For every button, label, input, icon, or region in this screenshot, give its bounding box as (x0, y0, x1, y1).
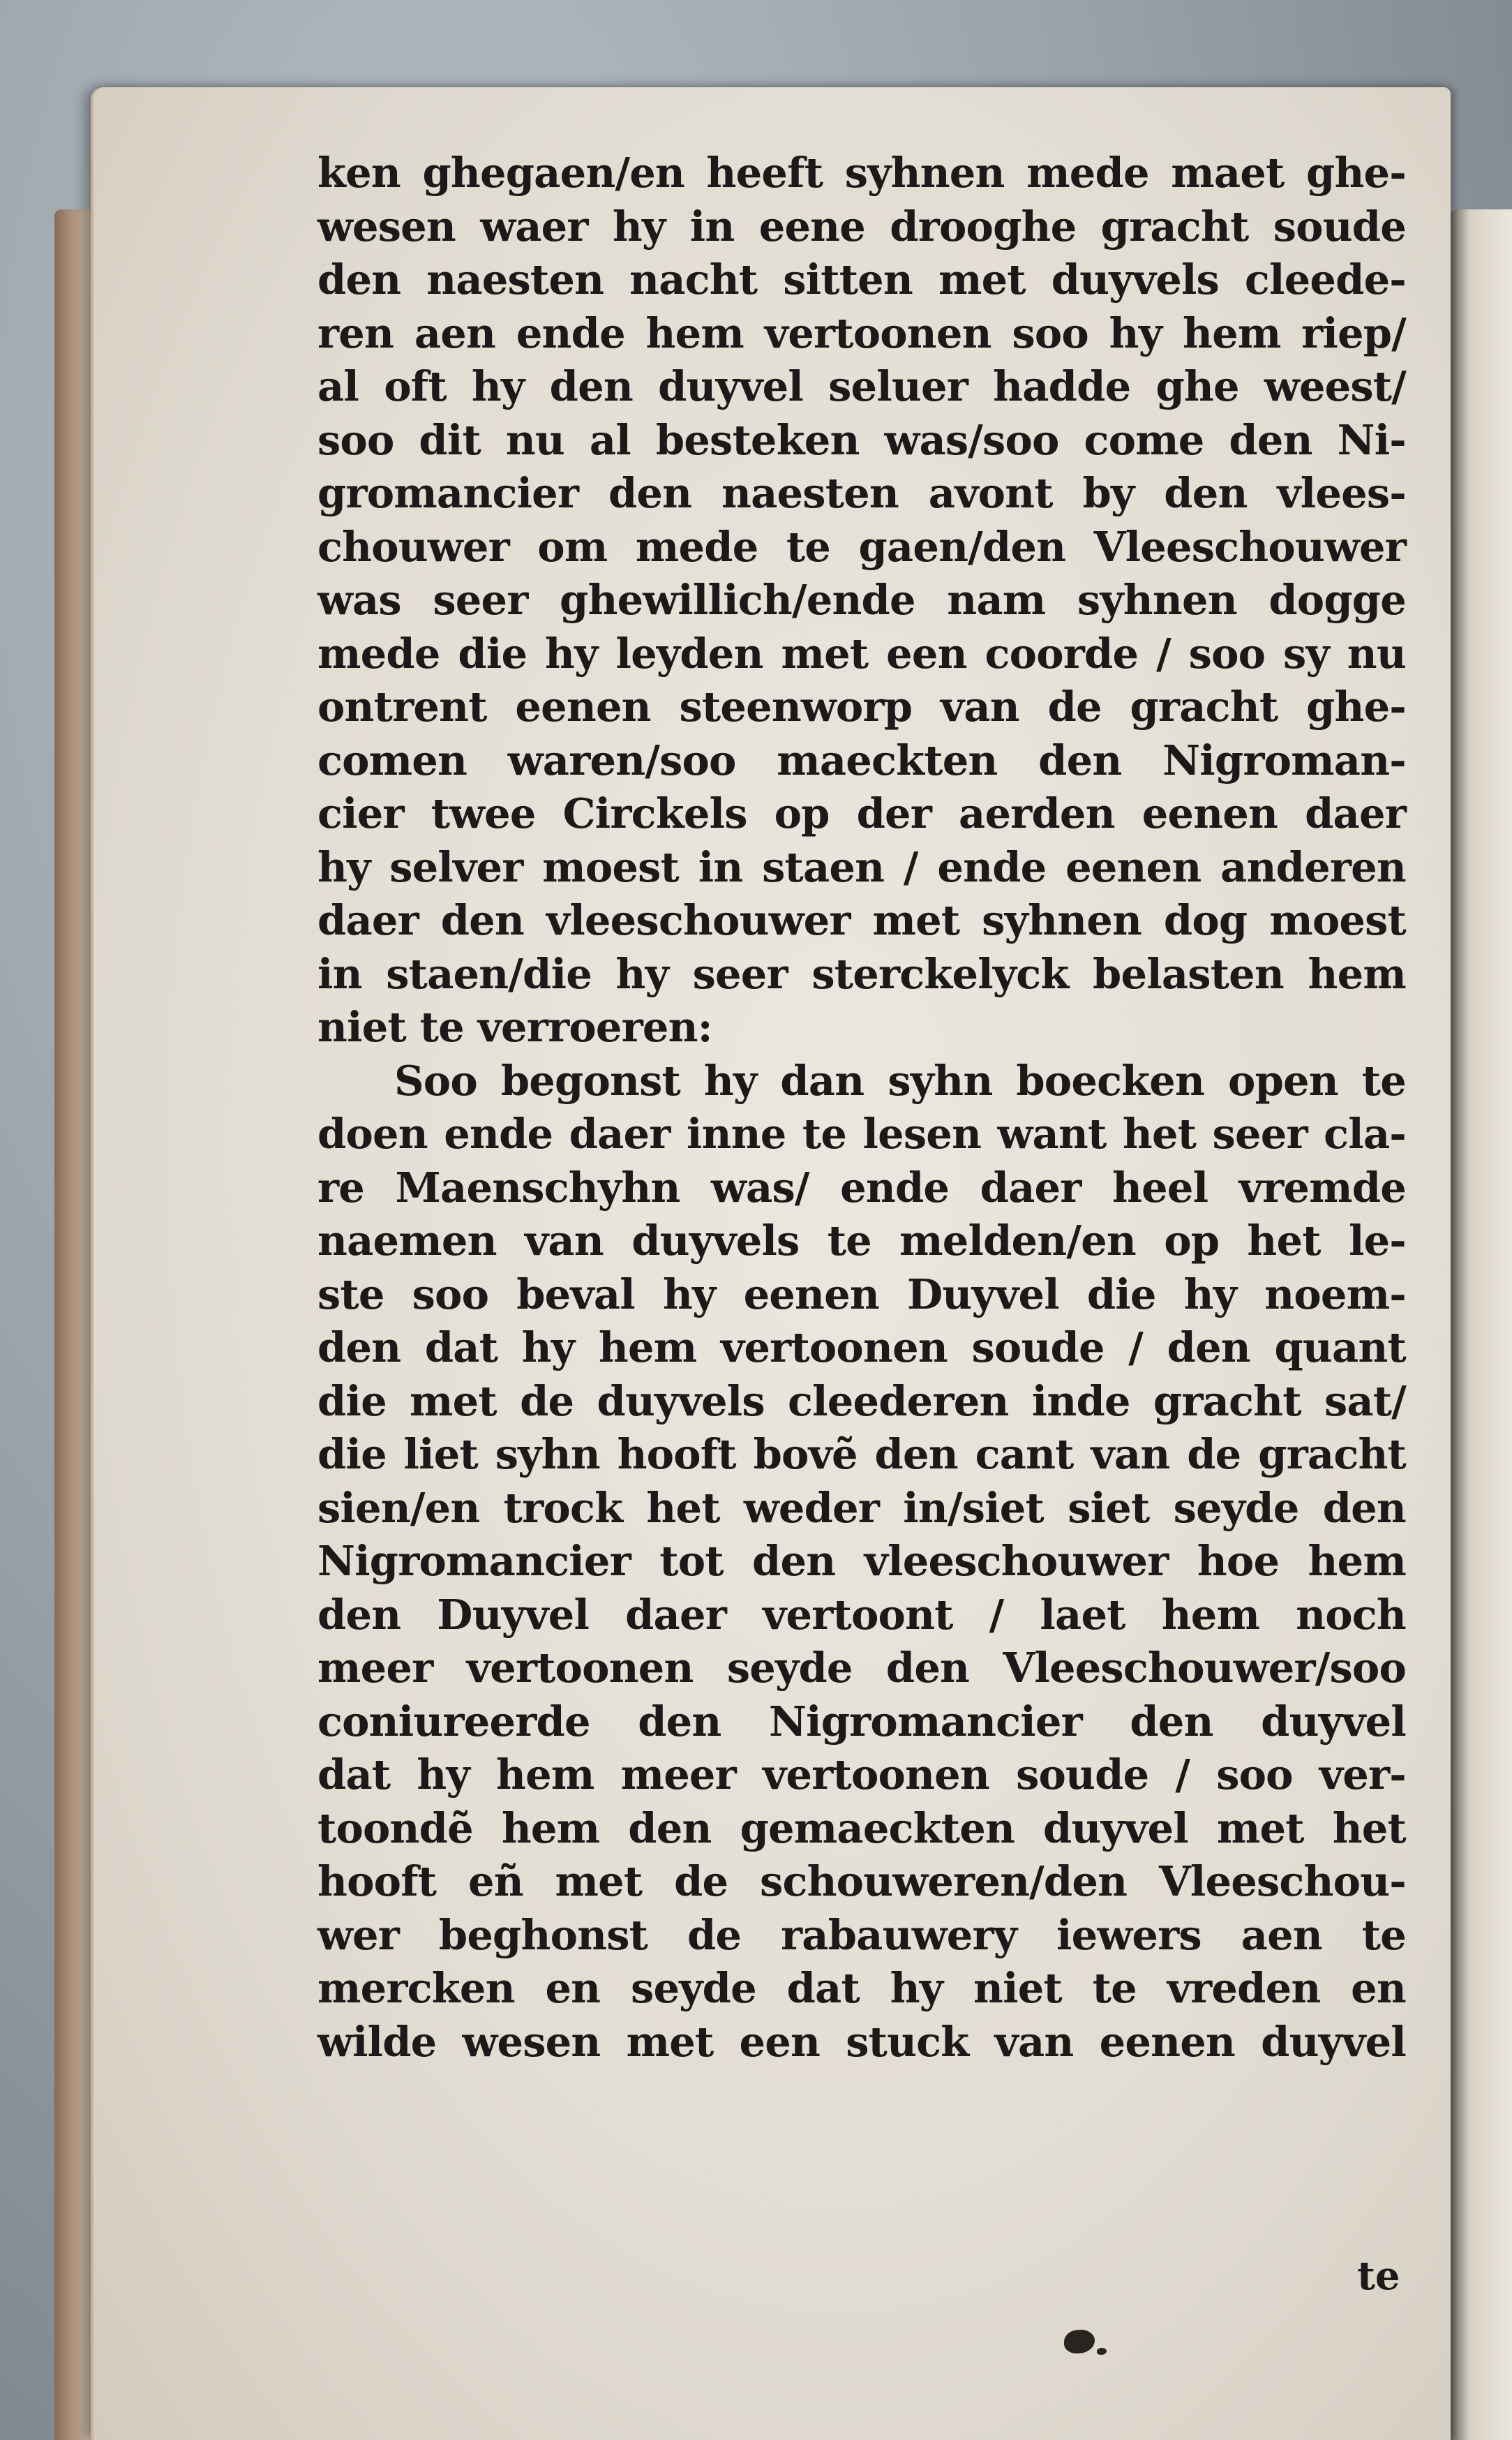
text-line: comen waren/soo maeckten den Nigroman- (317, 736, 1406, 784)
text-line: hy selver moest in staen / ende eenen anderen (317, 842, 1406, 891)
text-line: cier twee Circkels op der aerden eenen daer (317, 789, 1406, 838)
text-line: den Duyvel daer vertoont / laet hem noch (317, 1590, 1406, 1639)
text-line: mercken en seyde dat hy niet te vreden en (317, 1964, 1406, 2012)
page-text (317, 147, 1406, 2069)
text-line: die met de duyvels cleederen inde gracht sat/ (317, 1376, 1406, 1425)
text-line: re Maenschyhn was/ ende daer heel vremde (317, 1163, 1406, 1212)
text-line: wer beghonst de rabauwery iewers aen te (317, 1910, 1406, 1959)
text-line: Nigromancier tot den vleeschouwer hoe hem (317, 1537, 1406, 1585)
text-line: mede die hy leyden met een coorde / soo sy nu (317, 629, 1406, 678)
text-line: coniureerde den Nigromancier den duyvel (317, 1697, 1406, 1746)
text-line: meer vertoonen seyde den Vleeschouwer/soo (317, 1644, 1406, 1692)
text-line: sien/en trock het weder in/siet siet seyde den (317, 1483, 1406, 1532)
text-line: hooft eñ met de schouweren/den Vleeschou- (317, 1857, 1406, 1905)
paragraph-start-line: Soo begonst hy dan syhn boecken open te (394, 1056, 1406, 1105)
page-edge-right (1448, 209, 1512, 2440)
text-line: in staen/die hy seer sterckelyck belasten hem (317, 949, 1406, 998)
text-line: den dat hy hem vertoonen soude / den quant (317, 1323, 1406, 1371)
text-line: soo dit nu al besteken was/soo come den Ni- (317, 415, 1406, 464)
text-line: dat hy hem meer vertoonen soude / soo ver- (317, 1750, 1406, 1799)
text-line: niet te verroeren: (317, 1003, 712, 1051)
text-line: ren aen ende hem vertoonen soo hy hem riep/ (317, 308, 1406, 357)
catchword: te (1357, 2253, 1400, 2299)
text-line: doen ende daer inne te lesen want het seer cla- (317, 1110, 1406, 1158)
text-line: die liet syhn hooft bovẽ den cant van de gracht (317, 1430, 1406, 1478)
text-line: wesen waer hy in eene drooghe gracht soude (317, 202, 1406, 251)
text-line: ontrent eenen steenworp van de gracht ghe- (317, 683, 1406, 731)
text-line: chouwer om mede te gaen/den Vleeschouwer (317, 522, 1406, 571)
text-line: gromancier den naesten avont by den vlees- (317, 469, 1406, 517)
text-line: was seer ghewillich/ende nam syhnen dogge (317, 576, 1406, 624)
text-line: wilde wesen met een stuck van eenen duyvel (317, 2017, 1406, 2066)
text-line: den naesten nacht sitten met duyvels cleede- (317, 255, 1406, 304)
text-line: al oft hy den duyvel seluer hadde ghe weest/ (317, 362, 1406, 410)
text-line: ste soo beval hy eenen Duyvel die hy noem- (317, 1270, 1406, 1318)
text-line: ken ghegaen/en heeft syhnen mede maet ghe- (317, 149, 1406, 197)
text-line: daer den vleeschouwer met syhnen dog moest (317, 896, 1406, 944)
text-line: toondẽ hem den gemaeckten duyvel met het (317, 1803, 1406, 1852)
text-line: naemen van duyvels te melden/en op het le- (317, 1217, 1406, 1265)
